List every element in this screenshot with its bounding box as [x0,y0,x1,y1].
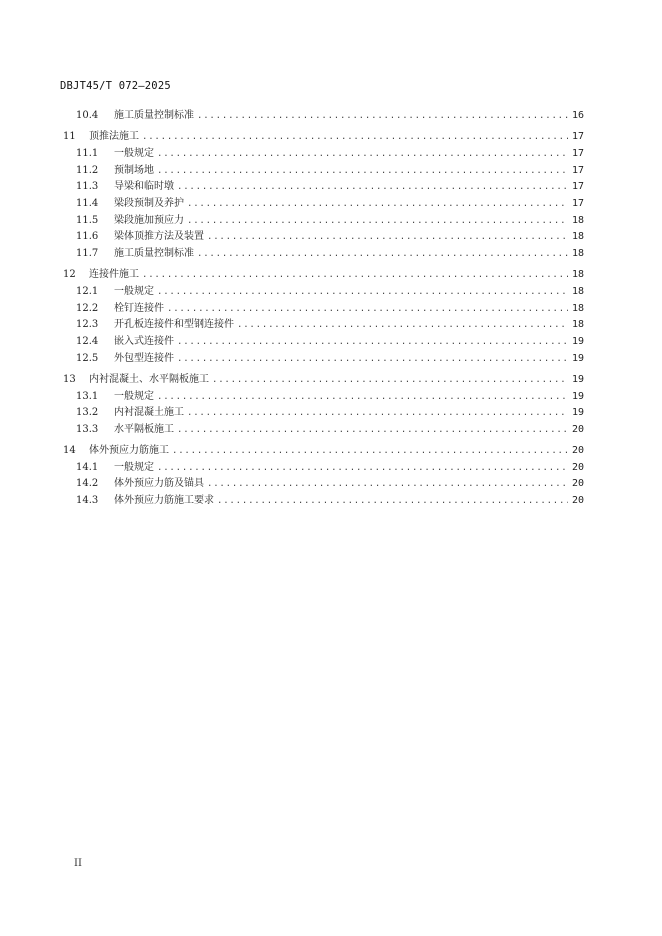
toc-entry-title: 梁段预制及养护 [114,197,184,209]
toc-entry-title: 施工质量控制标准 [114,248,194,259]
toc-section-row[interactable] [60,460,584,477]
dot-leader [237,317,568,334]
toc-entry-number: 11.5 [76,214,99,226]
dot-leader [197,246,568,263]
toc-entry-page: 19 [571,373,584,385]
toc-entry-number: 14 [63,445,76,457]
dot-leader [177,179,568,196]
toc-section-row[interactable] [60,405,584,422]
toc-section-row[interactable] [60,284,584,301]
toc-section-row[interactable] [60,229,584,246]
toc-section-row[interactable] [60,196,584,213]
toc-entry-number: 14.2 [76,478,99,490]
toc-entry-title: 嵌入式连接件 [114,335,174,347]
toc-entry-number: 12.5 [76,352,99,364]
toc-section-row[interactable] [60,246,584,263]
toc-entry-title: 梁体顶推方法及装置 [114,231,204,243]
toc-entry-number: 11.1 [76,147,99,159]
toc-entry-title: 顶推法施工 [89,131,139,143]
toc-entry-page: 18 [571,319,584,331]
dot-leader [212,372,568,389]
dot-leader [167,301,568,318]
toc-entry-number: 11.7 [76,248,99,259]
toc-entry-title: 一般规定 [114,285,154,297]
toc-entry-number: 13.2 [76,407,99,419]
toc-entry-page: 19 [571,352,584,364]
toc-entry-number: 10.4 [76,110,99,121]
dot-leader [157,163,568,180]
toc-entry-page: 18 [571,285,584,297]
toc-entry-title: 栓钉连接件 [114,302,164,314]
toc-entry-number: 14.1 [76,461,99,473]
dot-leader [172,443,568,460]
toc-section-row[interactable] [60,351,584,368]
dot-leader [207,229,568,246]
toc-entry-page: 20 [571,495,584,507]
dot-leader [187,196,568,213]
toc-entry-number: 14.3 [76,495,99,507]
toc-entry-page: 19 [571,407,584,419]
dot-leader [177,351,568,368]
toc-entry-page: 17 [571,164,584,176]
toc-entry-page: 18 [571,214,584,226]
toc-entry-title: 导梁和临时墩 [114,181,174,193]
dot-leader [142,129,568,146]
toc-section-row[interactable] [60,476,584,493]
toc-section-row[interactable] [60,163,584,180]
toc-entry-title: 水平隔板施工 [114,423,174,435]
toc-entry-title: 施工质量控制标准 [114,110,194,121]
toc-entry-page: 20 [571,461,584,473]
dot-leader [177,334,568,351]
toc-section-row[interactable] [60,179,584,196]
toc-entry-number: 12.3 [76,319,99,331]
toc-entry-number: 11.6 [76,231,99,243]
toc-entry-title: 体外预应力筋及锚具 [114,478,204,490]
toc-chapter-row[interactable] [60,372,584,389]
toc-entry-page: 18 [571,231,584,243]
toc-entry-number: 12 [63,269,76,281]
toc-entry-number: 13.3 [76,423,99,435]
toc-entry-title: 一般规定 [114,461,154,473]
toc-entry-title: 一般规定 [114,390,154,402]
dot-leader [157,146,568,163]
toc-entry-page: 19 [571,390,584,402]
dot-leader [157,284,568,301]
toc-chapter-row[interactable] [60,129,584,146]
dot-leader [157,460,568,477]
toc-entry-number: 13 [63,373,76,385]
toc-section-row[interactable] [60,493,584,510]
toc-entry-page: 20 [571,423,584,435]
toc-section-row[interactable] [60,422,584,439]
toc-entry-page: 20 [571,478,584,490]
toc-entry-title: 内衬混凝土、水平隔板施工 [89,373,209,385]
toc-entry-title: 预制场地 [114,164,154,176]
toc-entry-page: 17 [571,197,584,209]
toc-entry-page: 17 [571,131,584,143]
toc-section-row[interactable] [60,389,584,406]
table-of-contents [60,108,584,510]
toc-section-row[interactable] [60,301,584,318]
toc-entry-page: 17 [571,147,584,159]
document-code: DBJT45/T 072—2025 [60,80,171,92]
toc-entry-title: 体外预应力筋施工要求 [114,495,214,507]
toc-entry-number: 11.3 [76,181,99,193]
toc-entry-page: 18 [571,248,584,259]
toc-entry-page: 19 [571,335,584,347]
dot-leader [142,267,568,284]
toc-section-row[interactable] [60,213,584,230]
toc-entry-page: 18 [571,302,584,314]
toc-entry-title: 开孔板连接件和型钢连接件 [114,319,234,331]
toc-entry-number: 11.2 [76,164,99,176]
toc-entry-page: 16 [571,110,584,121]
toc-section-row[interactable] [60,334,584,351]
toc-chapter-row[interactable] [60,267,584,284]
toc-section-row[interactable] [60,108,584,125]
toc-entry-page: 18 [571,269,584,281]
toc-entry-number: 11.4 [76,197,99,209]
dot-leader [177,422,568,439]
toc-entry-page: 20 [571,445,584,457]
dot-leader [187,405,568,422]
toc-entry-number: 12.4 [76,335,99,347]
toc-entry-title: 一般规定 [114,147,154,159]
dot-leader [157,389,568,406]
dot-leader [217,493,568,510]
dot-leader [197,108,568,125]
toc-entry-number: 11 [63,131,76,143]
dot-leader [207,476,568,493]
page-number: II [74,858,82,869]
toc-section-row[interactable] [60,317,584,334]
toc-entry-title: 连接件施工 [89,269,139,281]
toc-entry-number: 12.1 [76,285,99,297]
toc-entry-number: 12.2 [76,302,99,314]
dot-leader [187,213,568,230]
toc-entry-title: 内衬混凝土施工 [114,407,184,419]
toc-entry-page: 17 [571,181,584,193]
toc-entry-title: 外包型连接件 [114,352,174,364]
toc-entry-title: 体外预应力筋施工 [89,445,169,457]
toc-chapter-row[interactable] [60,443,584,460]
toc-entry-title: 梁段施加预应力 [114,214,184,226]
toc-entry-number: 13.1 [76,390,99,402]
toc-section-row[interactable] [60,146,584,163]
